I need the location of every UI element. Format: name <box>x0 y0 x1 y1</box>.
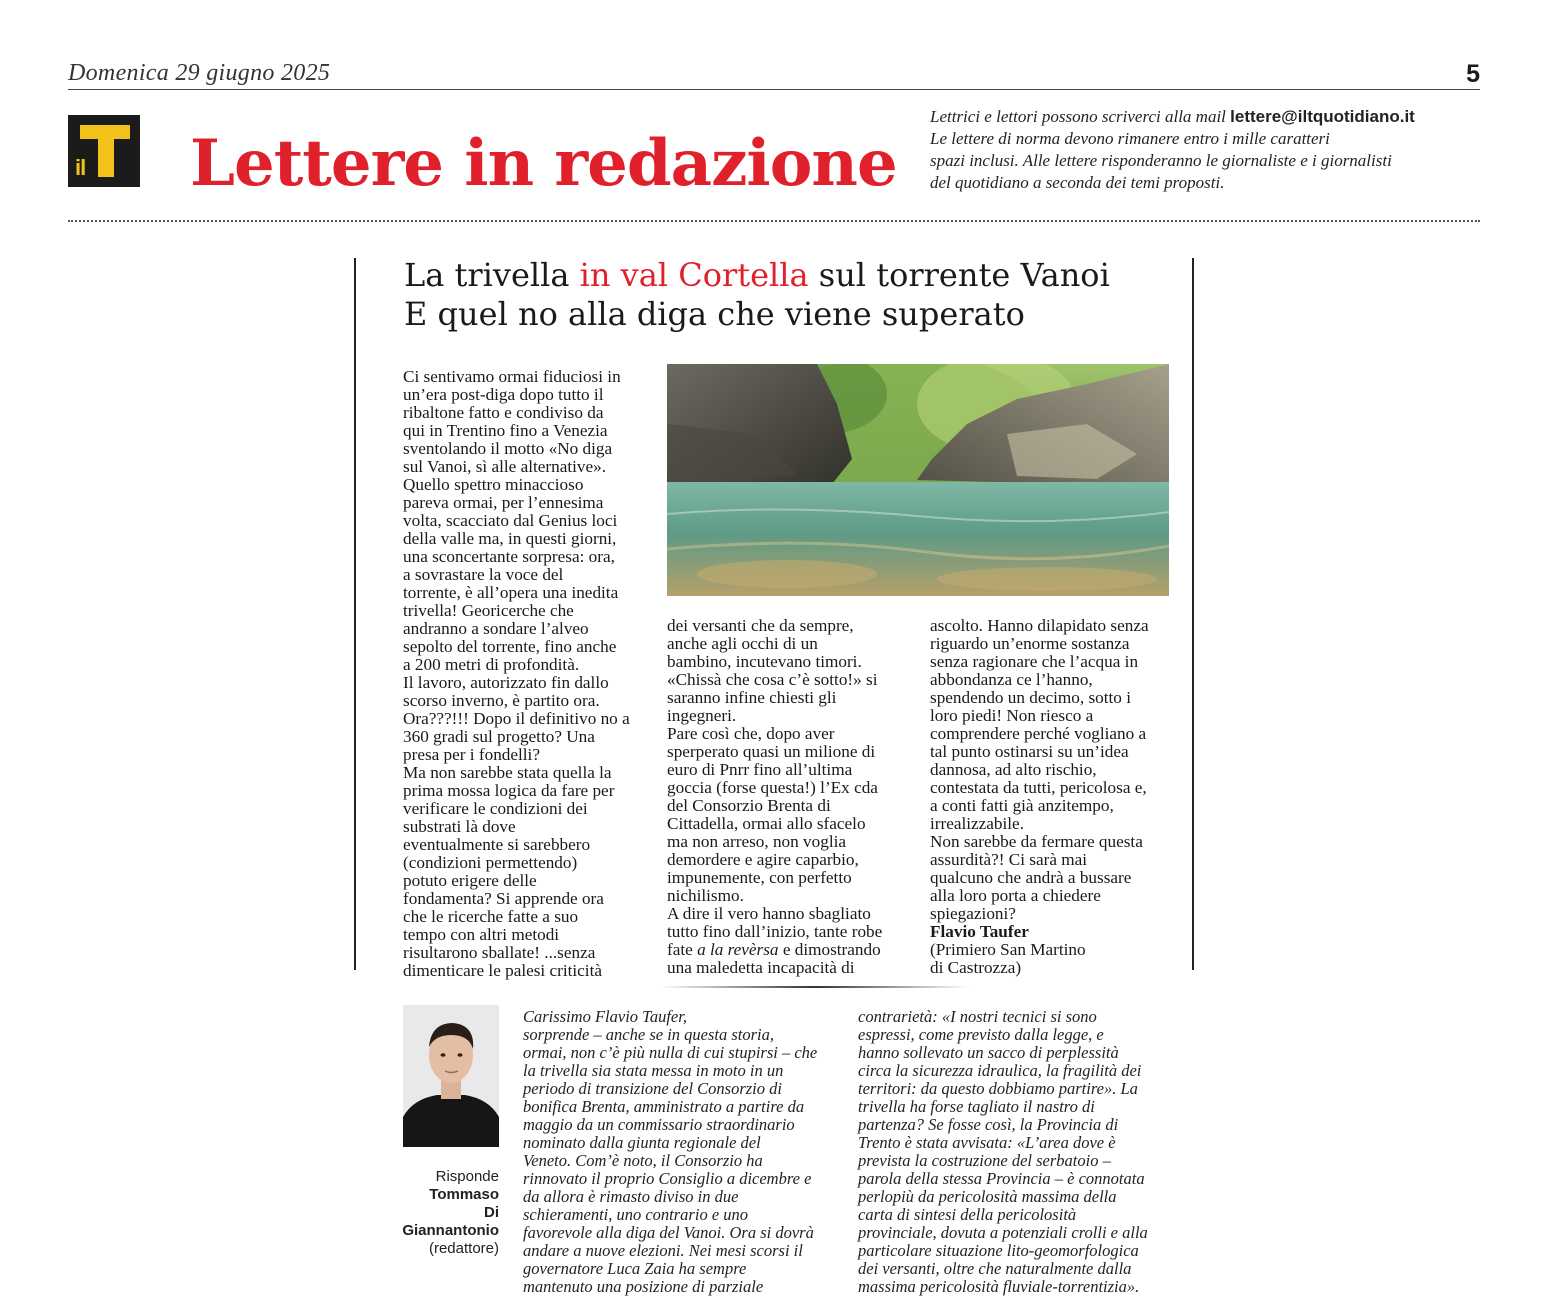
reply-column-2 <box>858 1008 1176 1296</box>
text-line: sventolando il motto «No diga <box>403 439 613 458</box>
text-line: Quello spettro minaccioso <box>403 475 584 494</box>
text-line: contestata da tutti, pericolosa e, <box>930 778 1147 797</box>
text-line: sperperato quasi un milione di <box>667 742 876 761</box>
reply-separator <box>660 986 970 988</box>
dotted-divider <box>68 220 1480 222</box>
text-line: tal punto ostinarsi su un’idea <box>930 742 1129 761</box>
text-line: potuto erigere delle <box>403 871 537 890</box>
text-line: eventualmente si sarebbero <box>403 835 591 854</box>
text-line: hanno sollevato un sacco di perplessità <box>858 1043 1119 1062</box>
text-line: contrarietà: «I nostri tecnici si sono <box>858 1007 1097 1026</box>
issue-date: Domenica 29 giugno 2025 <box>68 60 331 86</box>
text-line: andare a nuove elezioni. Nei mesi scorsi il <box>523 1241 803 1260</box>
text-line: massima pericolosità fluviale-torrentizia». <box>858 1277 1140 1296</box>
responder-label: Risponde <box>435 1168 499 1185</box>
text-line: prima mossa logica da fare per <box>403 781 615 800</box>
text-line: qualcuno che andrà a bussare <box>930 868 1132 887</box>
text-line: bambino, incutevano timori. <box>667 652 862 671</box>
text-line: tempo con altri metodi <box>403 925 560 944</box>
text-line: Il lavoro, autorizzato fin dallo <box>403 673 609 692</box>
text-line: Non sarebbe da fermare questa <box>930 832 1143 851</box>
text-line: (condizioni permettendo) <box>403 853 578 872</box>
article-left-rule <box>354 258 356 970</box>
text-line: Pare così che, dopo aver <box>667 724 835 743</box>
text-line: torrente, è all’opera una inedita <box>403 583 619 602</box>
text-line: demordere e agire caparbio, <box>667 850 859 869</box>
text-line: tutto fino dall’inizio, tante robe <box>667 922 883 941</box>
river-photo <box>667 364 1169 596</box>
text-line: mantenuto una posizione di parziale <box>523 1277 764 1296</box>
text-line: spiegazioni? <box>930 904 1016 923</box>
text-line: un’era post-diga dopo tutto il <box>403 385 604 404</box>
responder-name-2: Di <box>484 1204 499 1221</box>
section-title: Lettere in redazione <box>190 126 897 201</box>
letter-line-segment: e dimostrando <box>778 940 881 959</box>
signature-place-1: (Primiero San Martino <box>930 940 1086 959</box>
responder-role: (redattore) <box>428 1240 499 1257</box>
text-line: comprendere perché vogliano a <box>930 724 1147 743</box>
text-line: loro piedi! Non riesco a <box>930 706 1094 725</box>
headline-part-1: La trivella <box>404 256 580 294</box>
text-line: sul Vanoi, sì alle alternative». <box>403 457 607 476</box>
text-line: verificare le condizioni dei <box>403 799 588 818</box>
text-line: territori: da questo dobbiamo partire». La <box>858 1079 1138 1098</box>
text-line: del Consorzio Brenta di <box>667 796 831 815</box>
text-line: spendendo un decimo, sotto i <box>930 688 1131 707</box>
text-line: alla loro porta a chiedere <box>930 886 1101 905</box>
reply-column-1 <box>523 1008 835 1296</box>
text-line: irrealizzabile. <box>930 814 1024 833</box>
article-headline <box>404 256 1184 334</box>
intro-line-1: Lettrici e lettori possono scriverci alla mail <box>930 107 1231 126</box>
text-line: «Chissà che cosa c’è sotto!» si <box>667 670 878 689</box>
letter-signature <box>930 923 1175 977</box>
text-line: Ora???!!! Dopo il definitivo no a <box>403 709 630 728</box>
text-line: Ma non sarebbe stata quella la <box>403 763 612 782</box>
text-line: dannosa, ad alto rischio, <box>930 760 1097 779</box>
text-line: periodo di transizione del Consorzio di <box>523 1079 782 1098</box>
text-line: andranno a sondare l’alveo <box>403 619 589 638</box>
text-line: sepolto del torrente, fino anche <box>403 637 617 656</box>
text-line: goccia (forse questa!) l’Ex cda <box>667 778 878 797</box>
text-line: Carissimo Flavio Taufer, <box>523 1007 687 1026</box>
intro-line-2: Le lettere di norma devono rimanere entro i mille caratteri <box>930 129 1330 148</box>
signature-place-2: di Castrozza) <box>930 958 1022 977</box>
headline-highlight: in val Cortella <box>579 256 809 294</box>
text-line: da allora è rimasto diviso in due <box>523 1187 739 1206</box>
text-line: impunemente, con perfetto <box>667 868 852 887</box>
intro-line-4: del quotidiano a seconda dei temi proposti. <box>930 173 1225 192</box>
top-rule <box>68 89 1480 90</box>
text-line: Ci sentivamo ormai fiduciosi in <box>403 367 621 386</box>
letter-line <box>667 941 907 959</box>
letter-line: una maledetta incapacità di <box>667 958 855 977</box>
text-line: una sconcertante sorpresa: ora, <box>403 547 615 566</box>
text-line: carta di sintesi della pericolosità <box>858 1205 1077 1224</box>
text-line: maggio da un commissario straordinario <box>523 1115 795 1134</box>
dialect-phrase: a la revèrsa <box>697 940 779 959</box>
text-line: a sovrastare la voce del <box>403 565 564 584</box>
section-intro <box>930 106 1490 194</box>
text-line: Trento è stata avvisata: «L’area dove è <box>858 1133 1116 1152</box>
article-right-rule <box>1192 258 1194 970</box>
text-line: governatore Luca Zaia ha sempre <box>523 1259 747 1278</box>
text-line: a conti fatti già anzitempo, <box>930 796 1114 815</box>
letter-column-2-tail <box>667 941 907 977</box>
text-line: prevista la costruzione del serbatoio – <box>858 1151 1111 1170</box>
text-line: euro di Pnrr fino all’ultima <box>667 760 853 779</box>
text-line: sorprende – anche se in questa storia, <box>523 1025 774 1044</box>
text-line: substrati là dove <box>403 817 516 836</box>
letter-column-1 <box>403 368 649 980</box>
text-line: particolare situazione lito-geomorfologica <box>858 1241 1139 1260</box>
letter-column-3 <box>930 617 1175 923</box>
text-line: assurdità?! Ci sarà mai <box>930 850 1088 869</box>
text-line: nominato dalla giunta regionale del <box>523 1133 761 1152</box>
text-line: senza ragionare che l’acqua in <box>930 652 1139 671</box>
text-line: ribaltone fatto e condiviso da <box>403 403 604 422</box>
text-line: ascolto. Hanno dilapidato senza <box>930 616 1149 635</box>
text-line: dimenticare le palesi criticità <box>403 961 602 980</box>
contact-email[interactable]: lettere@iltquotidiano.it <box>1230 107 1415 126</box>
text-line: dei versanti che da sempre, <box>667 616 854 635</box>
responder-portrait <box>403 1005 499 1147</box>
newspaper-logo <box>68 115 140 187</box>
text-line: ingegneri. <box>667 706 737 725</box>
headline-line-2: E quel no alla diga che viene superato <box>404 295 1025 333</box>
logo-t-stem <box>98 125 114 177</box>
intro-line-3: spazi inclusi. Alle lettere risponderanno le giornaliste e i giornalisti <box>930 151 1392 170</box>
text-line: che le ricerche fatte a suo <box>403 907 579 926</box>
letter-column-2 <box>667 617 907 941</box>
text-line: parola della stessa Provincia – è connotata <box>858 1169 1145 1188</box>
text-line: qui in Trentino fino a Venezia <box>403 421 608 440</box>
text-line: saranno infine chiesti gli <box>667 688 837 707</box>
page-number: 5 <box>1466 60 1480 88</box>
logo-il-mark: il <box>75 155 86 180</box>
text-line: trivella! Georicerche che <box>403 601 574 620</box>
text-line: provinciale, dovuta a potenziali crolli e alla <box>858 1223 1148 1242</box>
text-line: scorso inverno, è partito ora. <box>403 691 600 710</box>
headline-part-2: sul torrente Vanoi <box>808 256 1110 294</box>
text-line: della valle ma, in questi giorni, <box>403 529 617 548</box>
text-line: abbondanza ce l’hanno, <box>930 670 1093 689</box>
text-line: nichilismo. <box>667 886 744 905</box>
text-line: Cittadella, ormai allo sfacelo <box>667 814 866 833</box>
text-line: trivella ha forse tagliato il nastro di <box>858 1097 1095 1116</box>
text-line: ma non arreso, non voglia <box>667 832 846 851</box>
letter-line-segment: fate <box>667 940 698 959</box>
text-line: espressi, come previsto dalla legge, e <box>858 1025 1104 1044</box>
text-line: circa la sicurezza idraulica, la fragilità dei <box>858 1061 1142 1080</box>
text-line: volta, scacciato dal Genius loci <box>403 511 618 530</box>
text-line: schieramenti, uno contrario e uno <box>523 1205 749 1224</box>
text-line: rinnovato il proprio Consiglio a dicembre e <box>523 1169 812 1188</box>
text-line: risultarono sballate! ...senza <box>403 943 596 962</box>
text-line: favorevole alla diga del Vanoi. Ora si dovrà <box>523 1223 814 1242</box>
text-line: ormai, non c’è più nulla di cui stupirsi – che <box>523 1043 818 1062</box>
text-line: fondamenta? Si apprende ora <box>403 889 604 908</box>
text-line: perlopiù da pericolosità massima della <box>858 1187 1117 1206</box>
text-line: a 200 metri di profondità. <box>403 655 580 674</box>
text-line: presa per i fondelli? <box>403 745 540 764</box>
text-line: la trivella sia stata messa in moto in un <box>523 1061 784 1080</box>
responder-name-1: Tommaso <box>429 1186 499 1203</box>
responder-credit <box>360 1168 499 1258</box>
text-line: A dire il vero hanno sbagliato <box>667 904 871 923</box>
text-line: partenza? Se fosse così, la Provincia di <box>858 1115 1119 1134</box>
text-line: 360 gradi sul progetto? Una <box>403 727 595 746</box>
responder-name-3: Giannantonio <box>402 1222 499 1239</box>
text-line: bonifica Brenta, amministrato a partire da <box>523 1097 805 1116</box>
text-line: riguardo un’enorme sostanza <box>930 634 1130 653</box>
text-line: Veneto. Com’è noto, il Consorzio ha <box>523 1151 763 1170</box>
text-line: anche agli occhi di un <box>667 634 818 653</box>
text-line: pareva ormai, per l’ennesima <box>403 493 604 512</box>
text-line: dei versanti, oltre che naturalmente dalla <box>858 1259 1132 1278</box>
signature-name: Flavio Taufer <box>930 922 1029 941</box>
